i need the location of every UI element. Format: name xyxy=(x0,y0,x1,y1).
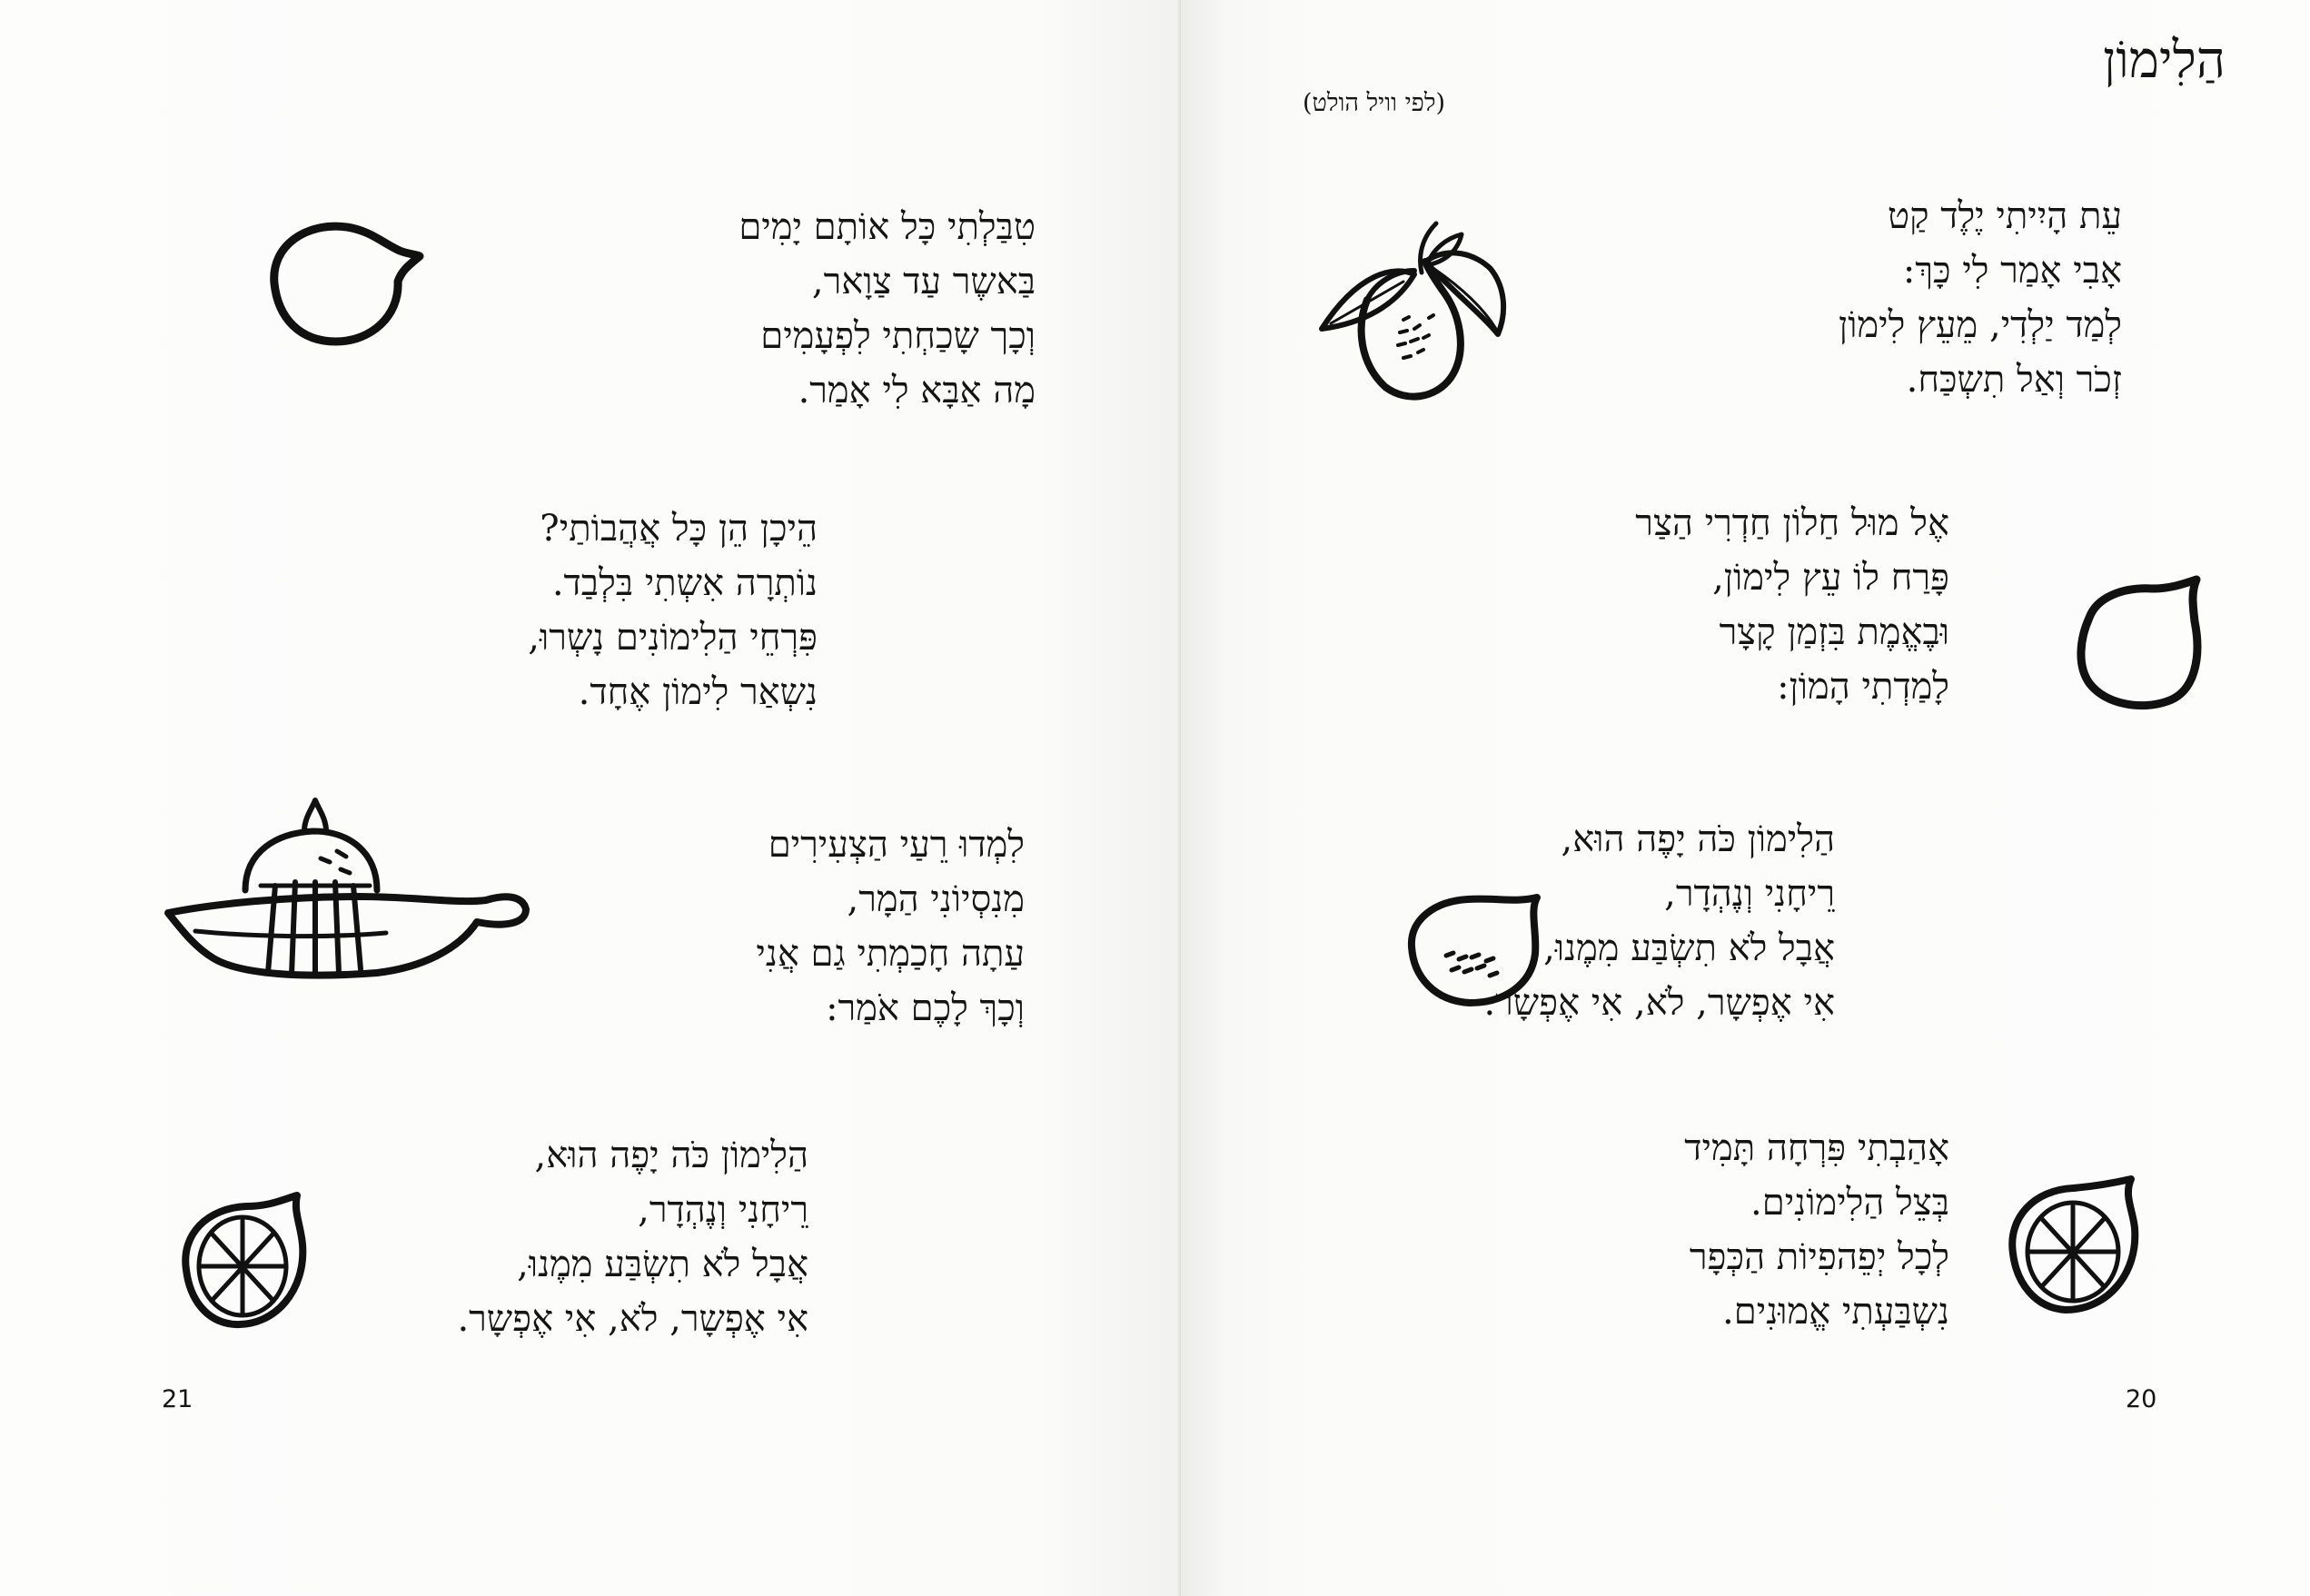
poem-line: רֵיחָנִי וְנֶהְדָר, xyxy=(638,1189,808,1231)
poem-line: לְמַד יַלְדִי, מֵעֵץ לִימוֹן xyxy=(1839,304,2122,346)
lemon-slice-icon xyxy=(1997,1172,2146,1322)
right-stanza-2 xyxy=(1635,496,1949,714)
left-stanza-3 xyxy=(756,818,1025,1036)
right-stanza-1 xyxy=(1839,189,2122,407)
lemon-outline-icon xyxy=(2069,570,2206,711)
right-stanza-4 xyxy=(1684,1121,1949,1339)
left-stanza-2 xyxy=(528,501,818,719)
poem-line: מָה אַבָּא לִי אָמַר. xyxy=(798,370,1036,411)
lemon-outline-icon xyxy=(263,209,427,354)
poem-line: זְכֹר וְאַל תִשְכַּח. xyxy=(1906,359,2122,401)
poem-line: וְכָך שָכַחְתִי לִפְעָמִים xyxy=(760,315,1036,357)
page-number: 21 xyxy=(162,1385,193,1413)
poem-line: מִנִסְיוֹנִי הַמָר, xyxy=(847,878,1025,920)
poem-line: וּבֶאֱמֶת בִּזְמַן קָצָר xyxy=(1719,611,1949,653)
poem-line: נִשְבַּעְתִי אֱמוּנִים. xyxy=(1722,1291,1949,1333)
left-stanza-4 xyxy=(457,1128,808,1346)
poem-line: אִי אֶפְשָר, לֹא, אִי אֶפְשָר. xyxy=(457,1298,808,1340)
poem-line: טִבַּלְתִי כָּל אוֹתָם יָמִים xyxy=(739,206,1036,248)
poem-title: הַלִימוֹן xyxy=(2103,31,2226,90)
poem-line: רֵיחָנִי וְנֶהְדָר, xyxy=(1664,873,1835,915)
poem-line: בְּצֵל הַלִימוֹנִים. xyxy=(1750,1182,1949,1224)
poem-line: אֲבָל לֹא תִשְׂבַּע מִמֶנוּ, xyxy=(517,1244,808,1285)
lemon-slice-icon xyxy=(168,1190,313,1335)
attribution: (לפי וויל הולט) xyxy=(1303,89,1445,117)
poem-line: הַלִימוֹן כֹּה יָפֶה הוּא, xyxy=(1561,818,1835,860)
page-number: 20 xyxy=(2126,1385,2157,1413)
poem-line: אִי אֶפְשָר, לֹא, אִי אֶפְשָר. xyxy=(1483,982,1835,1024)
poem-line: אֶל מוּל חַלוֹן חַדְרִי הַצַר xyxy=(1635,502,1949,544)
poem-line: עַתָה חָכַמְתִי גַם אֲנִי xyxy=(756,933,1025,975)
poem-line: אָהַבְתִי פִּרְחָה תָּמִיד xyxy=(1684,1127,1949,1169)
left-stanza-1 xyxy=(739,200,1036,418)
poem-line: לִמְדוּ רֵעַי הַצְעִירִים xyxy=(768,824,1025,866)
poem-line: בַּאשֶר עַד צַוָאר, xyxy=(811,261,1036,302)
lemon-with-leaves-icon xyxy=(1313,218,1531,409)
poem-line: הֵיכָן הֵן כָּל אֲהֲבוֹתַי? xyxy=(540,508,818,550)
poem-line: הַלִימוֹן כֹּה יָפֶה הוּא, xyxy=(534,1135,808,1176)
lemon-with-dots-icon xyxy=(1399,890,1549,1008)
poem-line: לָמַדְתִי הָמוֹן: xyxy=(1777,666,1949,708)
poem-line: אָבִי אָמַר לִי כָּךְ: xyxy=(1902,250,2122,292)
poem-line: פִּרְחֵי הַלִימוֹנִים נָשְרוּ, xyxy=(528,617,818,659)
lemon-juicer-icon xyxy=(159,795,540,1004)
poem-line: וְכָךְ לָכֶם אֹמַר: xyxy=(826,987,1025,1029)
poem-line: נִשְאַר לִימוֹן אֶחָד. xyxy=(578,671,818,713)
poem-line: נוֹתְרָה אִשְתִי בִּלְבַד. xyxy=(551,562,818,604)
poem-line: אֲבָל לֹא תִשְׂבַּע מִמֶנוּ, xyxy=(1543,927,1835,969)
poem-line: לְכָל יְפֵהפִיוֹת הַכְּפָר xyxy=(1689,1236,1949,1278)
poem-line: עֵת הָיִיתִי יֶלֶד קַט xyxy=(1887,195,2122,237)
poem-line: פָּרַח לוֹ עֵץ לִימוֹן, xyxy=(1712,557,1949,599)
